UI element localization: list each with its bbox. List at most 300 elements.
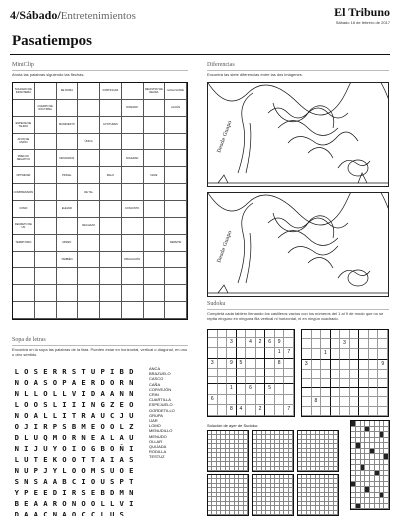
wordsearch-letter[interactable]: I [71,400,77,409]
sudoku-cell[interactable] [227,377,237,385]
sudoku-cell[interactable] [340,349,350,360]
sudoku-cell[interactable] [218,330,228,338]
wordsearch-letter[interactable]: Q [43,433,48,442]
sudoku-cell[interactable] [265,330,275,338]
sudoku-cell[interactable] [237,369,247,377]
wordsearch-letter[interactable]: I [33,422,38,431]
crossword-answer-cell[interactable] [165,252,187,269]
wordsearch-letter[interactable]: E [43,455,48,464]
sudoku-cell[interactable]: 5 [265,384,275,395]
wordsearch-letter[interactable]: N [90,400,96,409]
sudoku-cell[interactable] [321,407,331,416]
wordsearch-letter[interactable]: O [62,499,67,508]
wordsearch-letter[interactable]: A [43,499,48,508]
wordsearch-letter[interactable]: J [119,411,124,420]
sudoku-cell[interactable] [218,338,228,349]
sudoku-cell[interactable] [302,339,312,350]
sudoku-cell[interactable] [246,359,256,370]
crossword-answer-cell[interactable] [35,83,57,100]
wordsearch-letter[interactable]: N [24,477,29,486]
wordsearch-letter[interactable]: A [71,378,77,387]
wordsearch-letter[interactable]: N [119,389,124,398]
wordsearch-letter[interactable]: O [71,455,77,464]
wordsearch-letter[interactable]: R [52,499,58,508]
wordsearch-letter[interactable]: L [24,389,29,398]
crossword-answer-cell[interactable] [122,184,144,201]
sudoku-cell[interactable] [302,349,312,360]
crossword-answer-cell[interactable] [144,235,166,252]
wordsearch-letter[interactable]: B [14,499,19,508]
sudoku-cell[interactable] [275,377,285,385]
crossword-answer-cell[interactable] [35,117,57,134]
crossword-answer-cell[interactable] [13,100,35,117]
crossword-answer-cell[interactable] [78,100,100,117]
sudoku-cell[interactable] [340,407,350,416]
wordsearch-letter[interactable]: I [62,488,67,497]
sudoku-cell[interactable] [208,369,218,377]
wordsearch-letter[interactable]: A [119,433,124,442]
sudoku-cell[interactable] [359,330,369,339]
wordsearch-letter[interactable]: B [100,444,105,453]
wordsearch-letter[interactable]: A [24,510,29,516]
sudoku-cell[interactable] [208,384,218,395]
sudoku-cell[interactable] [275,330,285,338]
sudoku-cell[interactable]: 1 [321,349,331,360]
wordsearch-letter[interactable]: I [109,455,115,464]
wordsearch-letter[interactable]: O [81,499,86,508]
crossword-answer-cell[interactable] [78,268,100,285]
wordsearch-letter[interactable]: T [81,455,86,464]
crossword-answer-cell[interactable] [165,184,187,201]
crossword-answer-cell[interactable] [78,235,100,252]
sudoku-cell[interactable] [359,388,369,397]
sudoku-cell[interactable] [321,370,331,379]
wordsearch-letter[interactable]: L [43,411,48,420]
sudoku-cell[interactable] [256,359,266,370]
crossword-answer-cell[interactable] [78,150,100,167]
crossword-answer-cell[interactable] [100,184,122,201]
wordsearch-letter[interactable]: S [43,378,48,387]
wordsearch-letter[interactable]: O [24,367,29,376]
wordsearch-letter[interactable]: L [62,466,67,475]
wordsearch-letter[interactable]: U [129,433,134,442]
wordsearch-letter[interactable]: A [109,389,115,398]
sudoku-cell[interactable] [350,407,360,416]
wordsearch-letter[interactable]: L [52,389,58,398]
crossword-answer-cell[interactable] [100,201,122,218]
wordsearch-letter[interactable]: A [33,499,38,508]
wordsearch-letter[interactable]: U [90,367,96,376]
crossword-answer-cell[interactable] [35,252,57,269]
sudoku-cell[interactable]: 6 [208,395,218,406]
wordsearch-letter[interactable]: O [119,466,124,475]
wordsearch-letter[interactable]: D [129,367,134,376]
wordsearch-letter[interactable]: D [14,433,19,442]
sudoku-grid-1[interactable] [207,329,295,417]
sudoku-grid-2[interactable] [301,329,389,417]
sudoku-cell[interactable] [378,330,388,339]
sudoku-cell[interactable] [369,360,379,371]
wordsearch-letter[interactable]: A [33,510,38,516]
sudoku-cell[interactable] [256,377,266,385]
crossword-answer-cell[interactable] [165,218,187,235]
wordsearch-letter[interactable]: L [52,400,58,409]
sudoku-cell[interactable] [340,379,350,388]
wordsearch-letter[interactable]: L [109,433,115,442]
sudoku-cell[interactable] [340,370,350,379]
sudoku-cell[interactable] [331,360,341,371]
crossword-grid[interactable] [12,82,188,320]
crossword-answer-cell[interactable] [165,201,187,218]
wordsearch-letter[interactable]: P [33,466,38,475]
sudoku-cell[interactable] [246,395,256,406]
sudoku-cell[interactable] [359,360,369,371]
wordsearch-letter[interactable]: U [43,444,48,453]
crossword-answer-cell[interactable] [57,134,79,151]
wordsearch-letter[interactable]: Y [14,488,19,497]
sudoku-cell[interactable]: 1 [227,384,237,395]
crossword-answer-cell[interactable] [57,184,79,201]
sudoku-cell[interactable]: 7 [284,348,294,359]
sudoku-cell[interactable] [246,369,256,377]
sudoku-cell[interactable] [312,339,322,350]
wordsearch-letter[interactable]: Z [109,400,115,409]
sudoku-cell[interactable]: 2 [256,405,266,416]
wordsearch-letter[interactable]: O [71,466,77,475]
wordsearch-letter[interactable]: R [52,367,58,376]
sudoku-cell[interactable] [284,359,294,370]
crossword-answer-cell[interactable] [144,285,166,302]
wordsearch-letter[interactable]: L [62,389,67,398]
wordsearch-letter[interactable]: I [62,411,67,420]
wordsearch-letter[interactable]: Y [52,466,58,475]
crossword-answer-cell[interactable] [57,285,79,302]
wordsearch-letter[interactable]: P [24,488,29,497]
crossword-answer-cell[interactable] [100,285,122,302]
wordsearch-letter[interactable]: U [24,455,29,464]
crossword-answer-cell[interactable] [144,117,166,134]
wordsearch-letter[interactable]: O [62,455,67,464]
wordsearch-letter[interactable]: T [71,411,77,420]
sudoku-cell[interactable] [275,369,285,377]
sudoku-cell[interactable] [284,330,294,338]
sudoku-cell[interactable] [256,330,266,338]
wordsearch-letter[interactable]: S [14,477,19,486]
sudoku-cell[interactable] [265,395,275,406]
crossword-answer-cell[interactable] [35,201,57,218]
wordsearch-letter[interactable]: I [129,444,134,453]
crossword-answer-cell[interactable] [122,268,144,285]
sudoku-cell[interactable] [331,370,341,379]
sudoku-cell[interactable] [359,349,369,360]
wordsearch-letter[interactable]: I [109,367,115,376]
wordsearch-letter[interactable]: G [90,444,96,453]
sudoku-cell[interactable] [331,388,341,397]
sudoku-cell[interactable] [359,339,369,350]
sudoku-cell[interactable]: 4 [237,405,247,416]
wordsearch-letter[interactable]: Ñ [119,444,124,453]
crossword-answer-cell[interactable] [35,167,57,184]
crossword-answer-cell[interactable] [144,252,166,269]
wordsearch-letter[interactable]: M [90,466,96,475]
wordsearch-letter[interactable]: U [109,466,115,475]
sudoku-cell[interactable] [227,395,237,406]
wordsearch-letter[interactable]: R [81,411,86,420]
sudoku-cell[interactable]: 9 [275,338,285,349]
sudoku-cell[interactable] [256,348,266,359]
sudoku-cell[interactable] [340,360,350,371]
sudoku-cell[interactable] [284,338,294,349]
wordsearch-letter[interactable]: O [24,400,29,409]
wordsearch-letter[interactable]: N [14,444,19,453]
crossword-answer-cell[interactable] [100,134,122,151]
sudoku-cell[interactable] [256,384,266,395]
wordsearch-letter[interactable]: K [52,455,58,464]
sudoku-cell[interactable] [265,377,275,385]
wordsearch-letter[interactable]: A [100,455,105,464]
sudoku-cell[interactable] [284,369,294,377]
wordsearch-letter[interactable]: L [24,433,29,442]
wordsearch-letter[interactable]: V [119,499,124,508]
crossword-answer-cell[interactable] [144,201,166,218]
sudoku-cell[interactable] [312,360,322,371]
crossword-answer-cell[interactable] [35,184,57,201]
sudoku-cell[interactable] [378,349,388,360]
crossword-answer-cell[interactable] [100,150,122,167]
wordsearch-letter[interactable]: O [62,433,67,442]
crossword-answer-cell[interactable] [78,252,100,269]
wordsearch-letter[interactable]: L [33,389,38,398]
crossword-answer-cell[interactable] [165,117,187,134]
crossword-answer-cell[interactable] [165,150,187,167]
wordsearch-letter[interactable]: S [100,466,105,475]
crossword-answer-cell[interactable] [122,285,144,302]
wordsearch-letter[interactable]: T [129,477,134,486]
sudoku-cell[interactable]: 3 [208,359,218,370]
sudoku-cell[interactable] [350,339,360,350]
sudoku-cell[interactable]: 9 [378,360,388,371]
sudoku-cell[interactable]: 6 [265,338,275,349]
wordsearch-letter[interactable]: O [109,422,115,431]
sudoku-cell[interactable] [218,377,228,385]
sudoku-cell[interactable] [350,370,360,379]
crossword-answer-cell[interactable] [13,302,35,319]
crossword-answer-cell[interactable] [122,218,144,235]
wordsearch-letter[interactable]: T [33,455,38,464]
wordsearch-letter[interactable]: R [43,422,48,431]
sudoku-cell[interactable] [378,407,388,416]
sudoku-cell[interactable] [275,384,285,395]
wordsearch-letter[interactable]: V [71,389,77,398]
sudoku-cell[interactable] [227,369,237,377]
crossword-answer-cell[interactable] [35,150,57,167]
sudoku-cell[interactable]: 6 [246,384,256,395]
wordsearch-letter[interactable]: O [14,422,19,431]
sudoku-cell[interactable] [265,405,275,416]
crossword-answer-cell[interactable] [100,302,122,319]
sudoku-cell[interactable] [208,348,218,359]
wordsearch-letter[interactable]: N [14,389,19,398]
crossword-answer-cell[interactable] [78,302,100,319]
sudoku-cell[interactable]: 3 [302,360,312,371]
sudoku-cell[interactable]: 2 [256,338,266,349]
sudoku-cell[interactable]: 1 [275,348,285,359]
sudoku-cell[interactable]: 8 [227,405,237,416]
wordsearch-letter[interactable]: D [14,510,19,516]
sudoku-cell[interactable] [378,379,388,388]
crossword-answer-cell[interactable] [78,201,100,218]
wordsearch-letter[interactable]: S [33,477,38,486]
wordsearch-letter[interactable]: D [100,378,105,387]
crossword-answer-cell[interactable] [144,218,166,235]
wordsearch-letter[interactable]: J [43,466,48,475]
wordsearch-letter[interactable]: S [43,400,48,409]
crossword-answer-cell[interactable] [13,285,35,302]
sudoku-cell[interactable] [237,348,247,359]
sudoku-cell[interactable] [218,369,228,377]
sudoku-cell[interactable] [208,405,218,416]
sudoku-cell[interactable] [227,348,237,359]
wordsearch-letter[interactable]: N [129,488,134,497]
sudoku-cell[interactable] [369,388,379,397]
wordsearch-letter[interactable]: E [24,499,29,508]
sudoku-cell[interactable] [369,379,379,388]
wordsearch-letter[interactable]: O [109,378,115,387]
sudoku-cell[interactable]: 3 [340,339,350,350]
wordsearch-letter[interactable]: L [14,455,19,464]
sudoku-cell[interactable] [378,370,388,379]
wordsearch-letter[interactable]: O [33,400,38,409]
sudoku-cell[interactable] [246,348,256,359]
wordsearch-letter[interactable]: I [81,400,86,409]
sudoku-cell[interactable] [237,395,247,406]
sudoku-cell[interactable] [302,370,312,379]
crossword-answer-cell[interactable] [13,268,35,285]
sudoku-cell[interactable] [237,330,247,338]
wordsearch-letter[interactable]: O [90,477,96,486]
sudoku-cell[interactable] [246,377,256,385]
wordsearch-letter[interactable]: U [100,411,105,420]
wordsearch-letter[interactable]: A [52,477,58,486]
wordsearch-letter[interactable]: O [62,444,67,453]
wordsearch-letter[interactable]: R [71,488,77,497]
sudoku-cell[interactable] [227,330,237,338]
wordsearch-letter[interactable]: A [90,411,96,420]
wordsearch-letter[interactable]: S [71,367,77,376]
sudoku-cell[interactable] [265,359,275,370]
wordsearch-letter[interactable]: E [90,433,96,442]
wordsearch-letter[interactable]: N [129,389,134,398]
wordsearch-letter[interactable]: C [71,477,77,486]
wordsearch-letter[interactable]: R [71,433,77,442]
wordsearch-letter[interactable]: L [100,499,105,508]
wordsearch-letter[interactable]: M [119,488,124,497]
sudoku-cell[interactable]: 8 [312,397,322,408]
sudoku-cell[interactable] [321,360,331,371]
sudoku-cell[interactable]: 5 [237,359,247,370]
sudoku-cell[interactable] [331,330,341,339]
sudoku-cell[interactable] [369,397,379,408]
sudoku-cell[interactable] [321,397,331,408]
wordsearch-letter[interactable]: P [119,477,124,486]
sudoku-cell[interactable] [331,379,341,388]
sudoku-cell[interactable] [369,370,379,379]
wordsearch-letter[interactable]: J [33,444,38,453]
sudoku-cell[interactable] [218,359,228,370]
sudoku-cell[interactable] [340,330,350,339]
crossword-answer-cell[interactable] [35,134,57,151]
wordsearch-letter[interactable]: M [81,422,86,431]
wordsearch-letter[interactable]: L [52,411,58,420]
crossword-answer-cell[interactable] [78,117,100,134]
sudoku-cell[interactable]: 8 [275,359,285,370]
wordsearch-letter[interactable]: A [43,477,48,486]
sudoku-cell[interactable] [359,407,369,416]
sudoku-cell[interactable] [321,379,331,388]
wordsearch-letter[interactable]: T [81,367,86,376]
wordsearch-letter[interactable]: U [100,477,105,486]
sudoku-cell[interactable] [284,395,294,406]
wordsearch-letter[interactable]: C [90,510,96,516]
sudoku-cell[interactable] [321,388,331,397]
wordsearch-letter[interactable]: D [90,389,96,398]
wordsearch-letter[interactable]: O [90,499,96,508]
sudoku-cell[interactable] [218,384,228,395]
difference-image-top[interactable] [207,82,389,187]
sudoku-cell[interactable] [312,388,322,397]
crossword-answer-cell[interactable] [57,218,79,235]
wordsearch-letter[interactable]: T [90,455,96,464]
wordsearch-letter[interactable]: U [109,510,115,516]
crossword-answer-cell[interactable] [35,285,57,302]
sudoku-cell[interactable] [378,397,388,408]
sudoku-cell[interactable] [340,388,350,397]
crossword-answer-cell[interactable] [57,302,79,319]
sudoku-cell[interactable] [208,338,218,349]
crossword-answer-cell[interactable] [35,268,57,285]
sudoku-cell[interactable]: 9 [227,359,237,370]
wordsearch-letter[interactable]: U [24,466,29,475]
wordsearch-letter[interactable]: O [52,378,58,387]
wordsearch-letter[interactable]: S [62,422,67,431]
wordsearch-letter[interactable]: B [119,367,124,376]
sudoku-cell[interactable] [350,397,360,408]
difference-image-bottom[interactable] [207,192,389,297]
wordsearch-letter[interactable]: S [33,367,38,376]
wordsearch-letter[interactable]: O [129,400,134,409]
wordsearch-letter[interactable]: E [33,488,38,497]
sudoku-cell[interactable] [302,379,312,388]
sudoku-cell[interactable] [284,377,294,385]
sudoku-cell[interactable] [312,407,322,416]
sudoku-cell[interactable] [218,348,228,359]
sudoku-cell[interactable] [218,395,228,406]
wordsearch-letter[interactable]: N [71,499,77,508]
sudoku-cell[interactable] [302,397,312,408]
sudoku-cell[interactable] [208,330,218,338]
crossword-answer-cell[interactable] [122,117,144,134]
wordsearch-letter[interactable]: R [90,378,96,387]
sudoku-cell[interactable] [331,349,341,360]
sudoku-cell[interactable] [331,407,341,416]
sudoku-cell[interactable]: 3 [227,338,237,349]
wordsearch-letter[interactable]: C [43,510,48,516]
crossword-answer-cell[interactable] [165,285,187,302]
crossword-answer-cell[interactable] [78,167,100,184]
wordsearch-letter[interactable]: I [129,499,134,508]
wordsearch-letter[interactable]: R [119,378,124,387]
wordsearch-letter[interactable]: G [100,400,105,409]
